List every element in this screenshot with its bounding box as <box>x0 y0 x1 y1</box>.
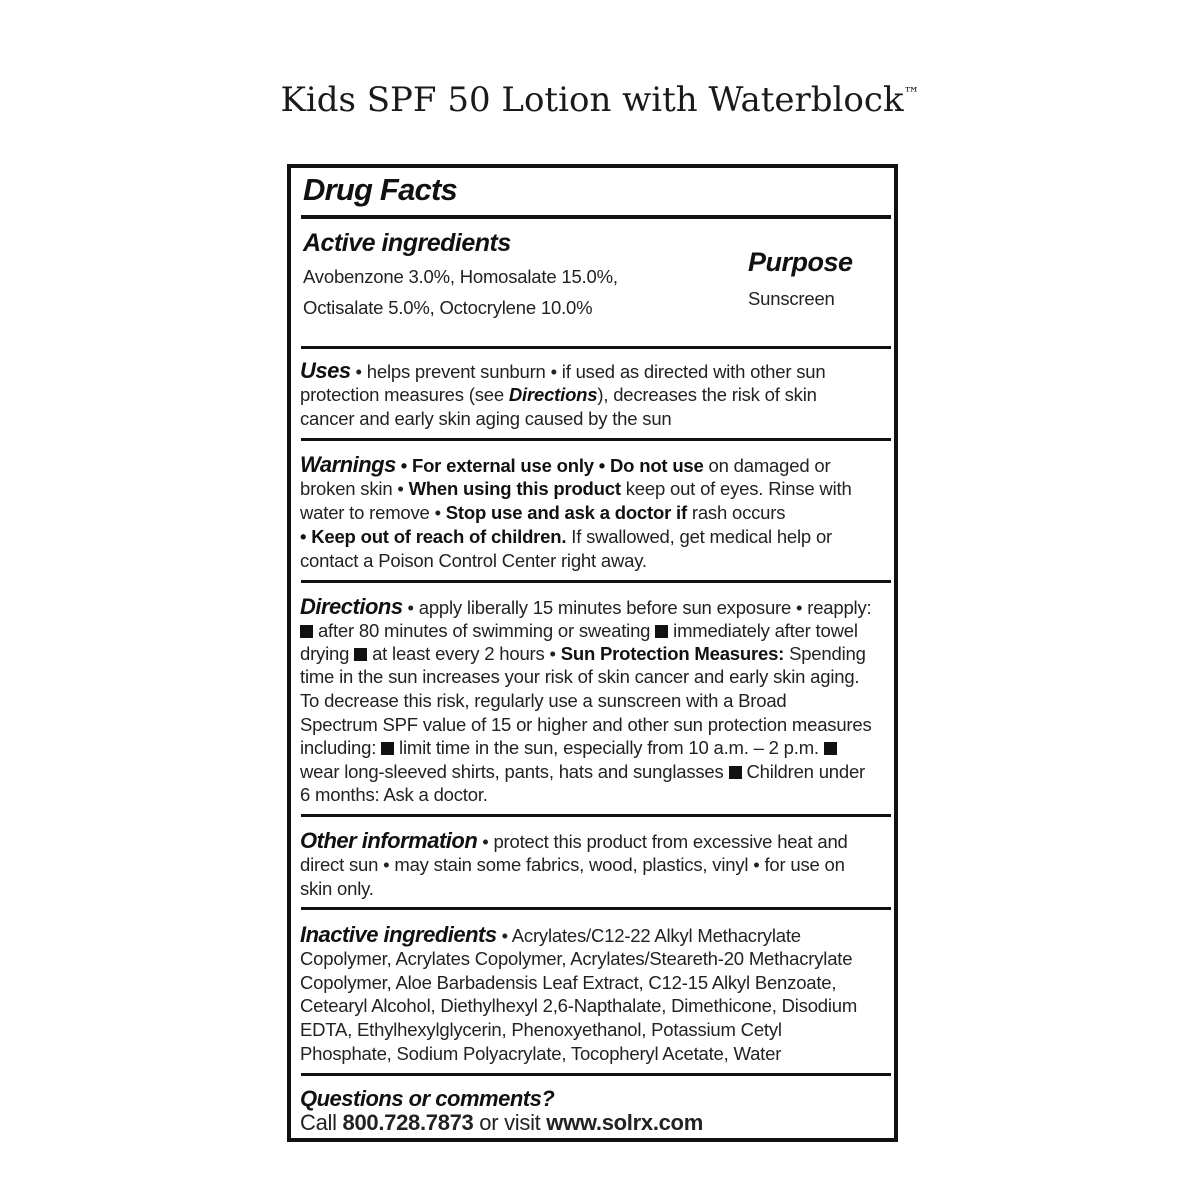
section-rule <box>301 580 891 583</box>
other-info-line-3: skin only. <box>300 878 374 899</box>
contact-line <box>300 1110 703 1136</box>
inactive-label: Inactive ingredients <box>300 922 497 947</box>
warnings-bold-text: • Keep out of reach of children. <box>300 526 567 547</box>
other-info-text: • protect this product from excessive heat and <box>477 831 848 852</box>
square-bullet-icon <box>729 766 742 779</box>
directions-line-4: time in the sun increases your risk of skin cancer and early skin aging. <box>300 666 860 687</box>
website-url: www.solrx.com <box>546 1110 703 1135</box>
warnings-line-1 <box>300 453 830 478</box>
directions-text: including: <box>300 737 382 758</box>
directions-text: at least every 2 hours • <box>367 643 561 664</box>
square-bullet-icon <box>824 742 837 755</box>
warnings-line-4 <box>300 525 832 549</box>
contact-text: or visit <box>473 1110 547 1135</box>
uses-line-2 <box>300 383 817 407</box>
section-rule <box>301 814 891 817</box>
directions-line-1 <box>300 595 871 620</box>
warnings-line-3 <box>300 501 785 525</box>
uses-line-1 <box>300 359 825 384</box>
inactive-line-6: Phosphate, Sodium Polyacrylate, Tocopheryl Acetate, Water <box>300 1043 782 1064</box>
questions-heading: Questions or comments? <box>300 1086 555 1111</box>
directions-line-7 <box>300 736 837 760</box>
warnings-line-5: contact a Poison Control Center right away. <box>300 550 647 571</box>
directions-line-6: Spectrum SPF value of 15 or higher and other sun protection measures <box>300 714 872 735</box>
square-bullet-icon <box>655 625 668 638</box>
header-rule <box>301 215 891 219</box>
other-info-label: Other information <box>300 828 478 853</box>
phone-number: 800.728.7873 <box>342 1110 474 1135</box>
directions-text: after 80 minutes of swimming or sweating <box>313 620 656 641</box>
uses-text: protection measures (see <box>300 384 509 405</box>
directions-text: • apply liberally 15 minutes before sun exposure • reapply: <box>402 597 872 618</box>
directions-label: Directions <box>300 594 403 619</box>
sun-protection-heading: Sun Protection Measures: <box>560 643 785 664</box>
active-ingredients-heading: Active ingredients <box>303 229 511 257</box>
inactive-text: • Acrylates/C12-22 Alkyl Methacrylate <box>496 925 801 946</box>
uses-line-3: cancer and early skin aging caused by the sun <box>300 408 672 429</box>
directions-reference: Directions <box>508 384 598 405</box>
section-rule <box>301 1073 891 1076</box>
warnings-line-2 <box>300 477 852 501</box>
inactive-line-2: Copolymer, Acrylates Copolymer, Acrylates/Steareth-20 Methacrylate <box>300 948 853 969</box>
square-bullet-icon <box>354 648 367 661</box>
warnings-text: If swallowed, get medical help or <box>566 526 833 547</box>
title-text: Kids SPF 50 Lotion with Waterblock <box>280 80 904 120</box>
trademark-symbol: ™ <box>903 83 920 103</box>
warnings-text: rash occurs <box>686 502 786 523</box>
warnings-bold-text: • For external use only • Do not use <box>395 455 704 476</box>
active-ingredients-line-1: Avobenzone 3.0%, Homosalate 15.0%, <box>303 266 618 287</box>
directions-text: limit time in the sun, especially from 10 a.m. – 2 p.m. <box>394 737 824 758</box>
active-ingredients-line-2: Octisalate 5.0%, Octocrylene 10.0% <box>303 297 593 318</box>
warnings-text: keep out of eyes. Rinse with <box>620 478 852 499</box>
warnings-text: broken skin • <box>300 478 409 499</box>
other-info-line-2: direct sun • may stain some fabrics, wood, plastics, vinyl • for use on <box>300 854 845 875</box>
directions-text: Children under <box>741 761 866 782</box>
contact-text: Call <box>300 1110 343 1135</box>
inactive-line-5: EDTA, Ethylhexylglycerin, Phenoxyethanol, Potassium Cetyl <box>300 1019 782 1040</box>
inactive-line-4: Cetearyl Alcohol, Diethylhexyl 2,6-Napthalate, Dimethicone, Disodium <box>300 995 858 1016</box>
directions-line-8 <box>300 760 865 784</box>
uses-label: Uses <box>300 358 351 383</box>
directions-line-3 <box>300 642 866 666</box>
warnings-text: water to remove • <box>300 502 446 523</box>
directions-text: wear long-sleeved shirts, pants, hats and sunglasses <box>300 761 729 782</box>
purpose-heading: Purpose <box>748 247 853 277</box>
inactive-line-3: Copolymer, Aloe Barbadensis Leaf Extract, C12-15 Alkyl Benzoate, <box>300 972 837 993</box>
directions-text: immediately after towel <box>668 620 858 641</box>
uses-text: • helps prevent sunburn • if used as directed with other sun <box>355 361 826 382</box>
directions-line-5: To decrease this risk, regularly use a sunscreen with a Broad <box>300 690 787 711</box>
drug-facts-header: Drug Facts <box>303 172 457 207</box>
directions-text: drying <box>300 643 355 664</box>
directions-line-2 <box>300 619 858 643</box>
section-rule <box>301 438 891 441</box>
directions-text: Spending <box>784 643 866 664</box>
section-rule <box>301 907 891 910</box>
other-info-line-1 <box>300 829 848 854</box>
purpose-value: Sunscreen <box>748 288 835 309</box>
warnings-label: Warnings <box>300 452 396 477</box>
warnings-bold-text: Stop use and ask a doctor if <box>445 502 687 523</box>
warnings-text: on damaged or <box>703 455 831 476</box>
warnings-bold-text: When using this product <box>408 478 621 499</box>
drug-facts-panel <box>287 164 898 1142</box>
page-title <box>0 80 1200 120</box>
section-rule <box>301 346 891 349</box>
directions-line-9: 6 months: Ask a doctor. <box>300 784 488 805</box>
square-bullet-icon <box>381 742 394 755</box>
square-bullet-icon <box>300 625 313 638</box>
uses-text: ), decreases the risk of skin <box>597 384 817 405</box>
inactive-line-1 <box>300 923 801 948</box>
